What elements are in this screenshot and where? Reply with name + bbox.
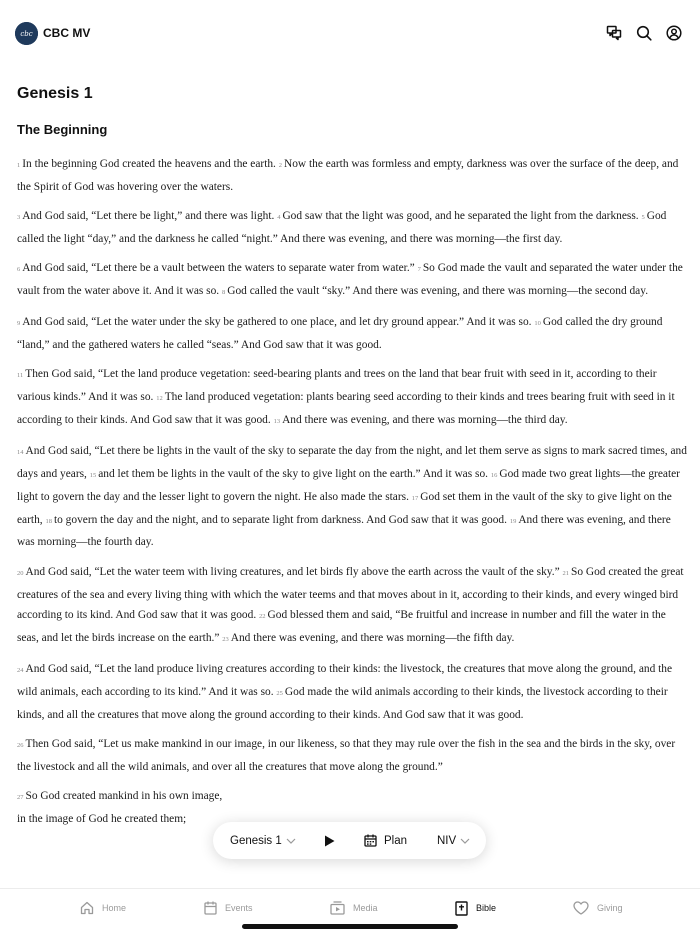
tab-home[interactable] [80, 899, 126, 917]
verse-text[interactable]: And God said, “Let there be a vault between the waters to separate water from water.” [22, 262, 418, 275]
verse-text[interactable]: So God made the vault and separated the water under the vault from the water above it. And it was so. [17, 262, 683, 297]
verse-text[interactable]: God made the wild animals according to their kinds, the livestock according to their kinds, and all the creatures that move along the ground according to their kinds. And God saw that it was good. [17, 686, 668, 722]
verse-paragraph [17, 312, 687, 356]
verse-paragraph [17, 364, 687, 432]
verse-text[interactable]: God blessed them and said, “Be fruitful and increase in number and fill the water in the seas, and let the birds increase on the earth.” [17, 609, 666, 645]
verse-text[interactable]: And God said, “Let the land produce living creatures according to their kinds: the livestock, the creatures that move along the ground, and the wild animals, each according to its kind.” And it was so. [17, 663, 673, 699]
verse-number[interactable]: 22 [259, 613, 266, 621]
verse-number[interactable]: 4 [277, 214, 281, 222]
verse-number[interactable]: 9 [17, 320, 21, 328]
verse-paragraph [17, 258, 687, 304]
verse-text[interactable]: And there was evening, and there was morning—the third day. [282, 413, 568, 426]
plan-label: Plan [384, 834, 408, 847]
verse-text[interactable]: And God said, “Let there be lights in the vault of the sky to separate the day from the night, and let them serve as signs to mark sacred times, and days and years, [17, 445, 687, 481]
media-icon [330, 901, 345, 915]
verse-text[interactable]: And there was evening, and there was morning—the fourth day. [17, 513, 671, 549]
verse-text[interactable]: And there was evening, and there was morning—the fifth day. [230, 632, 515, 645]
calendar-icon [204, 901, 217, 915]
chapter-selector[interactable] [230, 822, 296, 859]
tab-label: Home [102, 903, 127, 913]
play-button[interactable] [324, 822, 335, 859]
verse-text[interactable]: And God said, “Let the water under the sky be gathered to one place, and let dry ground appear.” And it was so. [22, 316, 535, 329]
church-logo[interactable] [15, 22, 38, 45]
verse-number[interactable]: 2 [278, 162, 283, 169]
verse-number[interactable]: 5 [641, 214, 645, 222]
verse-text[interactable]: God made two great lights—the greater light to govern the day and the lesser light to govern the night. He also made the stars. [17, 468, 680, 503]
verse-number[interactable]: 17 [411, 494, 419, 502]
tab-label: Events [225, 903, 253, 913]
app-title: CBC MV [43, 26, 91, 40]
verse-number[interactable]: 15 [89, 472, 97, 480]
version-label: NIV [437, 834, 457, 847]
verse-text[interactable]: The land produced vegetation: plants bearing seed according to their kinds and trees bearing fruit with seed in it according to their kinds. And God saw that it was good. [17, 391, 675, 426]
verse-paragraph [17, 562, 687, 651]
verse-text[interactable]: God set them in the vault of the sky to give light on the earth, [17, 490, 672, 526]
tab-label: Giving [597, 903, 623, 913]
chat-icon[interactable] [606, 25, 622, 41]
verse-number[interactable]: 12 [156, 395, 163, 403]
verse-paragraph [17, 154, 687, 198]
verse-text[interactable]: And God said, “Let there be light,” and there was light. [22, 210, 278, 223]
verse-number[interactable]: 7 [417, 266, 421, 274]
verse-text[interactable]: God called the light “day,” and the darkness he called “night.” And there was evening, and there was morning—the first day. [17, 210, 667, 245]
verse-text[interactable]: Now the earth was formless and empty, darkness was over the surface of the deep, and the Spirit of God was hovering over the waters. [17, 158, 679, 193]
verse-number[interactable]: 14 [17, 449, 24, 457]
verse-number[interactable]: 1 [17, 162, 21, 169]
verse-text[interactable]: And God said, “Let the water teem with living creatures, and let birds fly above the earth across the vault of the sky.” [25, 565, 563, 578]
logo-icon [15, 22, 38, 45]
tab-media[interactable] [330, 899, 378, 917]
tab-events[interactable] [204, 899, 253, 917]
svg-text:cbc: cbc [20, 30, 33, 38]
verse-paragraph [17, 206, 687, 250]
verse-number[interactable]: 6 [17, 266, 21, 274]
bible-icon [455, 901, 468, 916]
verse-number[interactable]: 27 [17, 794, 24, 802]
verse-number[interactable]: 21 [562, 569, 569, 577]
verse-text[interactable]: to govern the day and the night, and to separate light from darkness. And God saw that it was good. [53, 513, 510, 526]
scripture-content [17, 80, 687, 839]
verse-number[interactable]: 3 [17, 214, 21, 222]
verse-text[interactable]: In the beginning God created the heavens and the earth. [22, 158, 279, 170]
verse-text[interactable]: God called the vault “sky.” And there was evening, and there was morning—the second day. [227, 284, 649, 297]
passage [17, 154, 687, 830]
search-icon[interactable] [636, 25, 652, 41]
tab-label: Bible [476, 903, 497, 913]
verse-paragraph [17, 734, 687, 778]
calendar-icon [364, 834, 377, 847]
tab-giving[interactable] [573, 899, 623, 917]
verse-number[interactable]: 25 [276, 690, 283, 698]
verse-number[interactable]: 10 [534, 320, 541, 328]
home-icon [80, 901, 94, 915]
play-icon [324, 835, 335, 847]
verse-text[interactable]: So God created mankind in his own image, [25, 790, 223, 803]
tab-bible[interactable] [455, 899, 496, 917]
verse-number[interactable]: 23 [222, 636, 229, 644]
reader-controls [213, 822, 486, 859]
verse-number[interactable]: 20 [17, 569, 24, 577]
chevron-down-icon [286, 838, 296, 844]
verse-paragraph [17, 441, 687, 553]
verse-text[interactable]: and let them be lights in the vault of the sky to give light on the earth.” And it was so. [98, 468, 491, 481]
chapter-selector-label: Genesis 1 [230, 834, 282, 847]
verse-number[interactable]: 8 [222, 288, 226, 296]
verse-text[interactable]: Then God said, “Let us make mankind in our image, in our likeness, so that they may rule over the fish in the sea and the birds in the sky, over the livestock and all the wild animals, and over all the creatures that move along the ground.” [17, 738, 676, 774]
verse-text[interactable]: God called the dry ground “land,” and the gathered waters he called “seas.” And God saw that it was good. [17, 316, 663, 352]
section-heading: The Beginning [17, 122, 108, 137]
verse-number[interactable]: 19 [509, 517, 517, 525]
profile-icon[interactable] [666, 25, 682, 41]
verse-number[interactable]: 24 [17, 667, 24, 675]
verse-number[interactable]: 26 [17, 742, 24, 750]
home-indicator [242, 924, 458, 929]
verse-number[interactable]: 16 [490, 472, 498, 480]
version-selector[interactable] [437, 822, 470, 859]
plan-button[interactable] [364, 822, 407, 859]
verse-paragraph [17, 659, 687, 725]
verse-text[interactable]: So God created the great creatures of the sea and every living thing with which the water teems and that moves about in it, according to their kinds, and every winged bird according to its kind. And God saw that it was good. [17, 565, 684, 622]
app-header [0, 0, 700, 66]
heart-icon [573, 901, 589, 915]
verse-text[interactable]: in the image of God he created them; [17, 813, 187, 826]
poetry-line [17, 786, 687, 809]
verse-number[interactable]: 18 [45, 517, 52, 525]
tab-label: Media [353, 903, 378, 913]
verse-text[interactable]: God saw that the light was good, and he separated the light from the darkness. [282, 210, 642, 223]
chevron-down-icon [460, 838, 470, 844]
verse-number[interactable]: 11 [17, 372, 24, 380]
verse-number[interactable]: 13 [273, 417, 281, 425]
chapter-title: Genesis 1 [17, 85, 93, 102]
verse-text[interactable]: Then God said, “Let the land produce vegetation: seed-bearing plants and trees on the land that bear fruit with seed in it, according to their various kinds.” And it was so. [17, 368, 657, 404]
